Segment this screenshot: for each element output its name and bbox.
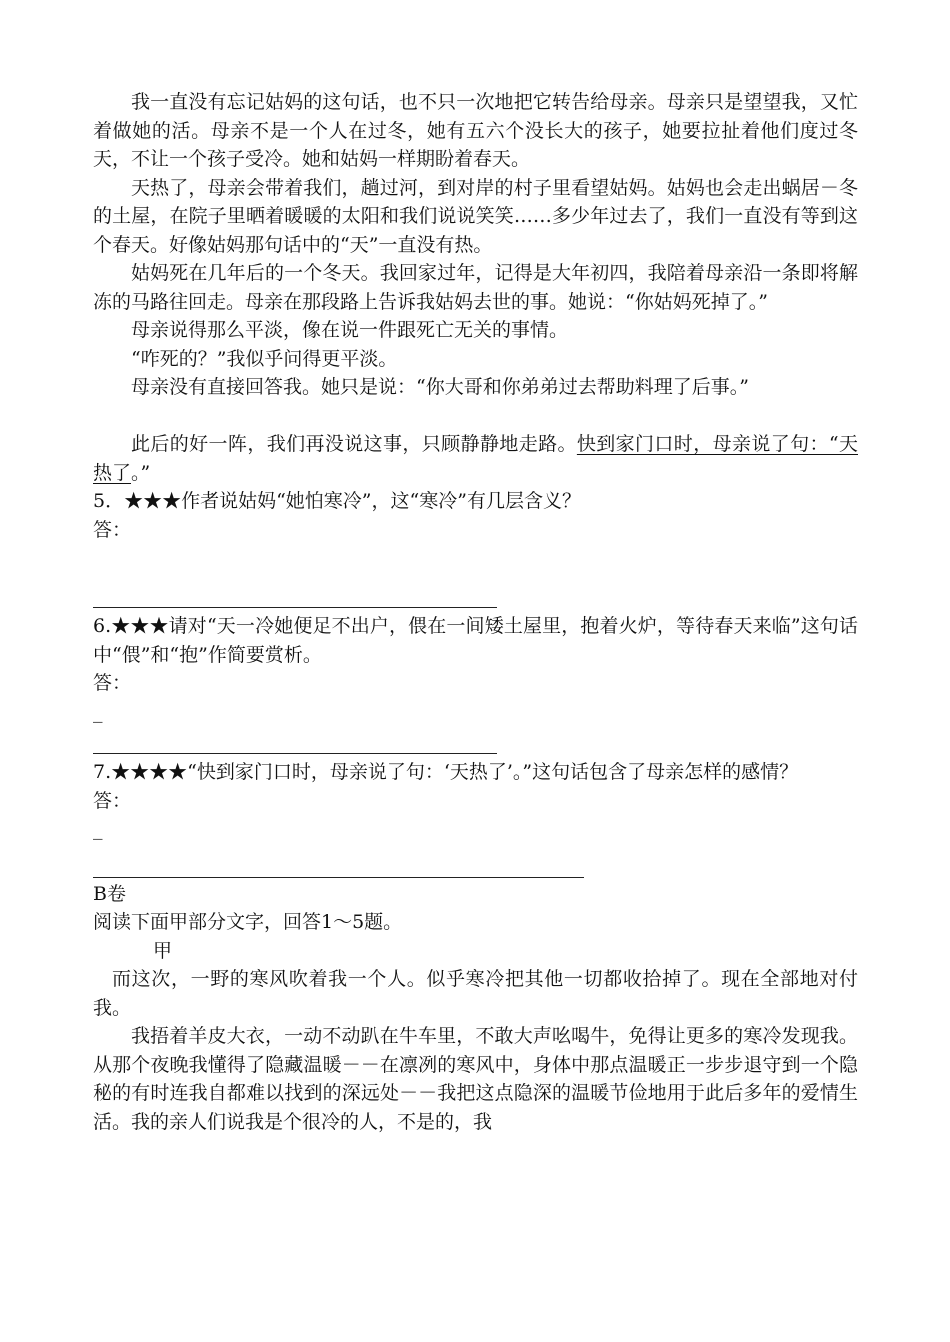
section-b-instruction: 阅读下面甲部分文字，回答1～5题。	[93, 911, 403, 933]
section-b-paragraph-2: 我捂着羊皮大衣，一动不动趴在牛车里，不敢大声吆喝牛，免得让更多的寒冷发现我。从那个夜晚我懂得了隐藏温暖－－在凛冽的寒风中，身体中那点温暖正一步步退守到一个隐秘的有时连我自都难以找到的深远处－－我把这点隐深的温暖节俭地用于此后多年的爱情生活。我的亲人们说我是个很冷的人，不是的，我	[93, 1025, 858, 1133]
passage-paragraph-4: 母亲说得那么平淡，像在说一件跟死亡无关的事情。	[131, 319, 569, 341]
question-6: 6.★★★请对“天一冷她便足不出户，偎在一间矮土屋里，抱着火炉，等待春天来临”这句话中“偎”和“抱”作简要赏析。	[93, 615, 858, 666]
passage-paragraph-7	[93, 430, 858, 487]
answer-dash-6: _	[93, 700, 103, 723]
passage-paragraph-5: “咋死的？”我似乎问得更平淡。	[131, 347, 398, 370]
answer-space-6	[93, 726, 858, 753]
section-b-part-label: 甲	[153, 939, 173, 962]
passage-paragraph-6: 母亲没有直接回答我。她只是说：“你大哥和你弟弟过去帮助料理了后事。”	[131, 376, 749, 398]
answer-label-6: 答：	[93, 672, 132, 694]
underlined-sentence: 快到家门口时，母亲说了句：“天热了	[93, 433, 858, 484]
answer-label-7: 答：	[93, 789, 132, 812]
question-7: 7.★★★★“快到家门口时，母亲说了句：‘天热了’。”这句话包含了母亲怎样的感情？	[93, 761, 799, 783]
question-5: 5．★★★作者说姑妈“她怕寒冷”，这“寒冷”有几层含义？	[93, 490, 581, 512]
answer-space-5	[93, 544, 858, 607]
answer-dash-7: _	[93, 818, 103, 840]
section-b-paragraph-1: 而这次，一野的寒风吹着我一个人。似乎寒冷把其他一切都收拾掉了。现在全部地对付我。	[93, 968, 858, 1019]
answer-space-7	[93, 844, 858, 877]
spacer	[93, 402, 858, 431]
answer-label-5: 答：	[93, 518, 132, 541]
passage-paragraph-7-tail: 。”	[131, 461, 151, 484]
document-page	[93, 88, 858, 1136]
passage-paragraph-1: 我一直没有忘记姑妈的这句话，也不只一次地把它转告给母亲。母亲只是望望我，又忙着做她的活。母亲不是一个人在过冬，她有五六个没长大的孩子，她要拉扯着他们度过冬天，不让一个孩子受冷。她和姑妈一样期盼着春天。	[93, 91, 858, 170]
section-b-title: B卷	[93, 882, 126, 905]
passage-paragraph-2: 天热了，母亲会带着我们，趟过河，到对岸的村子里看望姑妈。姑妈也会走出蜗居－冬的土屋，在院子里晒着暖暖的太阳和我们说说笑笑……多少年过去了，我们一直没有等到这个春天。好像姑妈那句话中的“天”一直没有热。	[93, 176, 858, 256]
passage-paragraph-7-plain: 此后的好一阵，我们再没说这事，只顾静静地走路。	[131, 433, 577, 455]
passage-paragraph-3: 姑妈死在几年后的一个冬天。我回家过年，记得是大年初四，我陪着母亲沿一条即将解冻的马路往回走。母亲在那段路上告诉我姑妈去世的事。她说：“你姑妈死掉了。”	[93, 262, 858, 313]
